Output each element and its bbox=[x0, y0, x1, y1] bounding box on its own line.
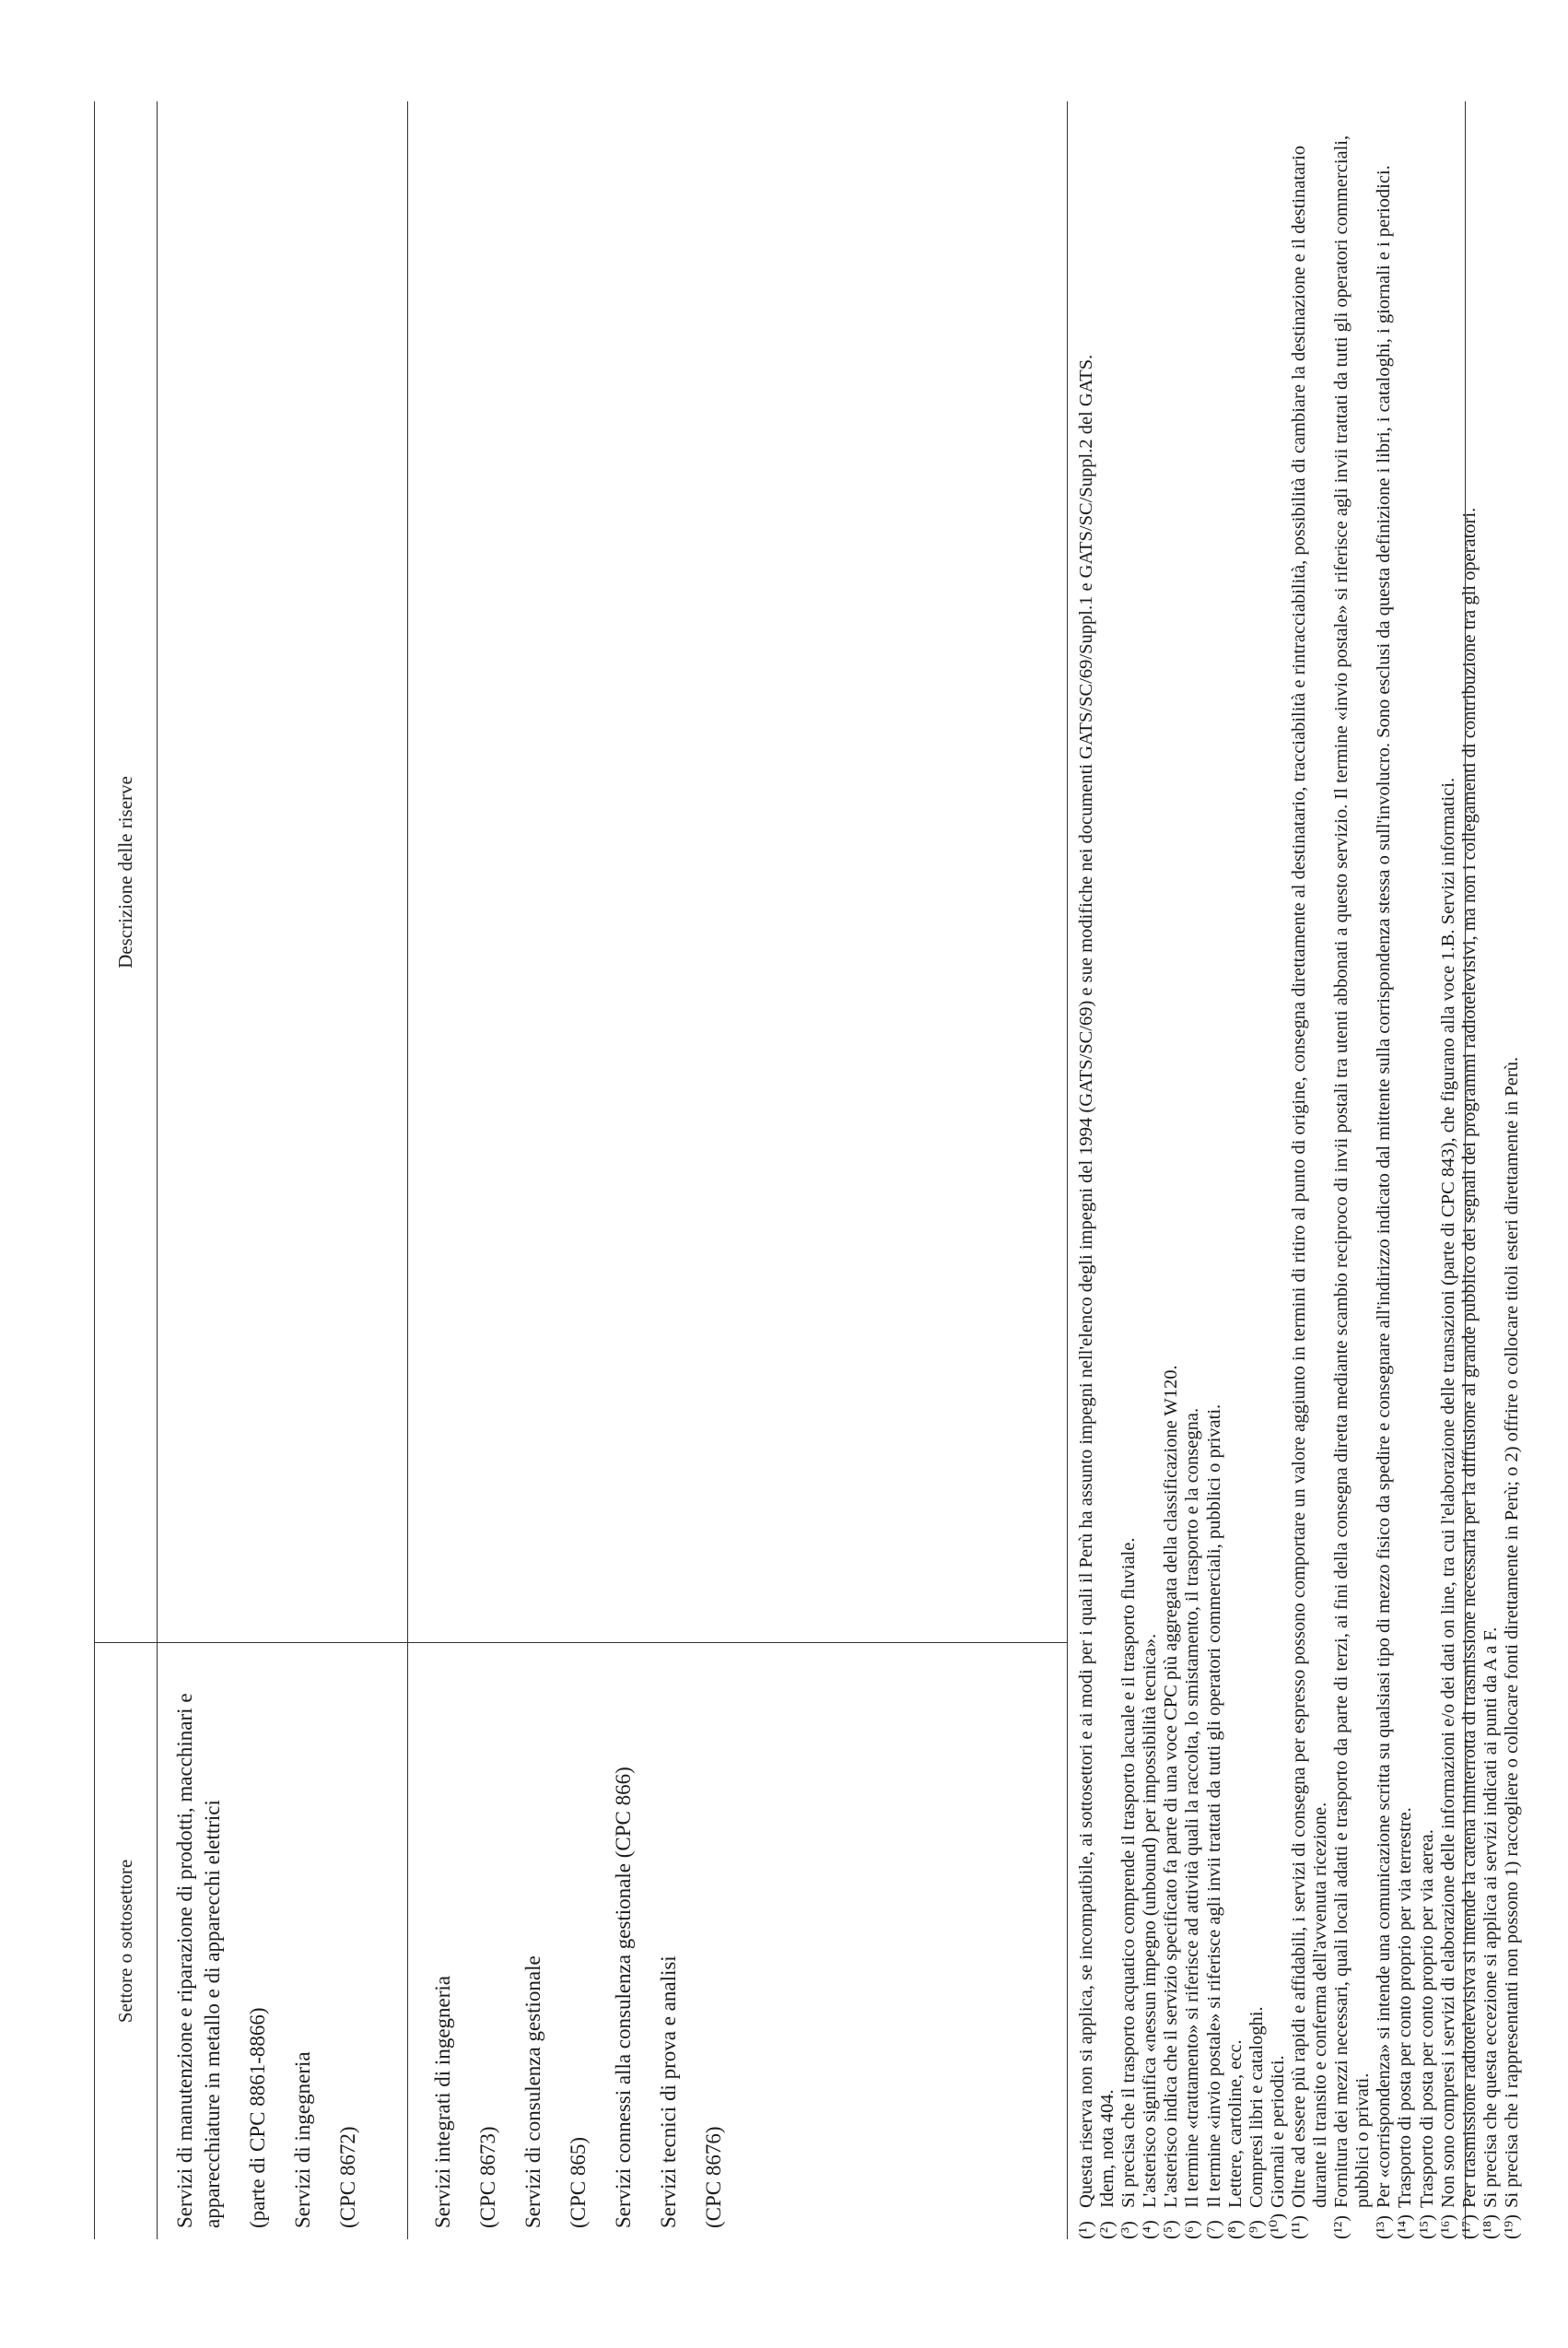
footnote-marker: (¹) bbox=[1076, 2221, 1096, 2239]
table-row-1-sector bbox=[171, 1655, 380, 2228]
footnote-marker: (⁵) bbox=[1161, 2220, 1182, 2239]
sector-column-header: Settore o sottosettore bbox=[114, 1859, 136, 2024]
footnote-text: Per «corrispondenza» si intende una comunicazione scritta su qualsiasi tipo di mezzo fisico da spedire e consegnare all'indirizzo indicato dal mittente sulla corrispondenza stessa o sull'involucro. Sono esclusi da questa definizione i libri, i cataloghi, i giornali e i periodici. bbox=[1374, 165, 1395, 2208]
footnote-text: Idem, nota 404. bbox=[1097, 2089, 1118, 2208]
table-top-rule bbox=[94, 101, 95, 2239]
footnote-text: L'asterisco indica che il servizio specificato fa parte di una voce CPC più aggregata della classificazione W120. bbox=[1161, 1365, 1182, 2208]
footnote-text: Compresi libri e cataloghi. bbox=[1246, 2006, 1267, 2208]
footnote bbox=[1268, 129, 1289, 2239]
footnote bbox=[1480, 129, 1502, 2239]
footnote bbox=[1118, 129, 1140, 2239]
sector-code: (CPC 8676) bbox=[702, 2126, 725, 2228]
footnote-marker: (⁹) bbox=[1246, 2220, 1267, 2239]
footnote-text: Per trasmissione radiotelevisiva si intende la catena ininterrotta di trasmissione necessaria per la diffusione al grande pubblico dei segnali dei programmi radiotelevisivi, ma non i collegamenti di contribuzione tra gli operatori. bbox=[1458, 507, 1480, 2208]
footnote bbox=[1395, 129, 1416, 2239]
footnote-text: Lettere, cartoline, ecc. bbox=[1224, 2039, 1246, 2208]
footnote-marker: (¹⁵) bbox=[1416, 2214, 1437, 2239]
sector-name: Servizi di consulenza gestionale bbox=[521, 1955, 544, 2228]
footnote-text: Non sono compresi i servizi di elaborazione delle informazioni e/o dei dati on line, tra cui l'elaborazione delle transazioni (parte di CPC 843), che figurano alla voce 1.B. Servizi informatici. bbox=[1437, 777, 1458, 2208]
footnote-marker: (¹⁰) bbox=[1267, 2213, 1288, 2239]
footnote-text: Si precisa che questa eccezione si applica ai servizi indicati ai punti da A a F. bbox=[1480, 1626, 1501, 2208]
footnote-marker: (¹⁶) bbox=[1437, 2214, 1458, 2239]
footnote-text: Fornitura dei mezzi necessari, quali locali adatti e trasporto da parte di terzi, ai fini della consegna diretta mediante scambio reciproco di invii postali tra utenti abbonati a questo servizio. Il termine «invio postale» si riferisce agli invii trattati da tutti gli operatori commerciali, pubblici o privati. bbox=[1331, 135, 1374, 2208]
footnote-marker: (¹⁷) bbox=[1458, 2214, 1480, 2239]
footnote-marker: (³) bbox=[1118, 2221, 1140, 2239]
footnote-marker: (²) bbox=[1097, 2221, 1118, 2239]
footnote-text: Il termine «trattamento» si riferisce ad attività quali la raccolta, lo smistamento, il trasporto e la consegna. bbox=[1182, 1407, 1203, 2208]
footnote bbox=[1331, 129, 1374, 2239]
footnote-marker: (¹²) bbox=[1331, 2215, 1352, 2239]
description-column-header: Descrizione delle riserve bbox=[114, 776, 136, 969]
sector-code: (parte di CPC 8861-8866) bbox=[246, 2007, 269, 2228]
footnote-text: Si precisa che il trasporto acquatico comprende il trasporto lacuale e il trasporto fluviale. bbox=[1118, 1537, 1140, 2208]
sector-code: (CPC 8672) bbox=[336, 2126, 359, 2228]
footnotes bbox=[1076, 129, 1523, 2239]
footnote bbox=[1502, 129, 1523, 2239]
footnote-marker: (⁴) bbox=[1140, 2220, 1161, 2239]
footnote bbox=[1246, 129, 1268, 2239]
table-column-divider bbox=[94, 1642, 1067, 1643]
footnote bbox=[1204, 129, 1225, 2239]
footnote bbox=[1076, 129, 1097, 2239]
sector-name: Servizi tecnici di prova e analisi bbox=[657, 1955, 680, 2228]
footnote-text: Trasporto di posta per conto proprio per via terrestre. bbox=[1395, 1807, 1416, 2208]
footnote-marker: (¹⁹) bbox=[1501, 2214, 1522, 2239]
footnote bbox=[1097, 129, 1118, 2239]
footnote bbox=[1417, 129, 1438, 2239]
footnote bbox=[1182, 129, 1203, 2239]
footnote-text: Oltre ad essere più rapidi e affidabili, i servizi di consegna per espresso possono comportare un valore aggiunto in termini di ritiro al punto di origine, consegna direttamente al destinatario, tracciabilità e rintracciabilità, possibilità di cambiare la destinazione e il destinatario durante il transito e conferma dell'avvenuta ricezione. bbox=[1288, 146, 1331, 2208]
footnote-marker: (¹³) bbox=[1374, 2215, 1395, 2239]
footnote-text: Si precisa che i rappresentanti non possono 1) raccogliere o collocare fonti direttamente in Perù; o 2) offrire o collocare titoli esteri direttamente in Perù. bbox=[1501, 1056, 1522, 2208]
footnote bbox=[1225, 129, 1246, 2239]
footnote-text: Questa riserva non si applica, se incompatibile, ai sottosettori e ai modi per i quali il Perù ha assunto impegni nell'elenco degli impegni del 1994 (GATS/SC/69) e sue modifiche nei documenti GATS/SC/69/Suppl.1 e GATS/SC/Suppl.2 del GATS. bbox=[1076, 354, 1096, 2208]
footnote-marker: (¹⁸) bbox=[1480, 2214, 1501, 2239]
table-row-2-sector bbox=[429, 1655, 745, 2228]
footnote-marker: (⁸) bbox=[1224, 2220, 1246, 2239]
footnote bbox=[1140, 129, 1161, 2239]
footnote bbox=[1459, 129, 1480, 2239]
footnote bbox=[1161, 129, 1182, 2239]
footnote-marker: (¹¹) bbox=[1288, 2215, 1309, 2239]
footnote-text: Giornali e periodici. bbox=[1267, 2055, 1288, 2208]
footnote bbox=[1438, 129, 1459, 2239]
footnote-marker: (⁶) bbox=[1182, 2220, 1203, 2239]
footnote-text: Il termine «invio postale» si riferisce agli invii trattati da tutti gli operatori commerciali, pubblici o privati. bbox=[1203, 1403, 1224, 2208]
footnote-text: Trasporto di posta per conto proprio per via aerea. bbox=[1416, 1829, 1437, 2208]
footnote-marker: (¹⁴) bbox=[1395, 2214, 1416, 2239]
sector-name: Servizi di manutenzione e riparazione di prodotti, macchinari e apparecchiature in metallo e di apparecchi elettrici bbox=[173, 1693, 224, 2228]
sector-code: (CPC 8673) bbox=[476, 2126, 499, 2228]
sector-name: Servizi integrati di ingegneria bbox=[431, 1976, 454, 2228]
footnote bbox=[1289, 129, 1331, 2239]
sector-code: (CPC 865) bbox=[567, 2136, 590, 2228]
sector-name: Servizi connessi alla consulenza gestionale (CPC 866) bbox=[612, 1767, 635, 2228]
footnote-marker: (⁷) bbox=[1203, 2220, 1224, 2239]
table-bottom-rule bbox=[1067, 101, 1068, 2239]
footnote bbox=[1374, 129, 1395, 2239]
sector-name: Servizi di ingegneria bbox=[291, 2051, 314, 2228]
table-row-divider bbox=[407, 101, 408, 2239]
table-header-rule bbox=[157, 101, 158, 2239]
footnote-text: L'asterisco significa «nessun impegno (unbound) per impossibilità tecnica». bbox=[1140, 1633, 1161, 2208]
